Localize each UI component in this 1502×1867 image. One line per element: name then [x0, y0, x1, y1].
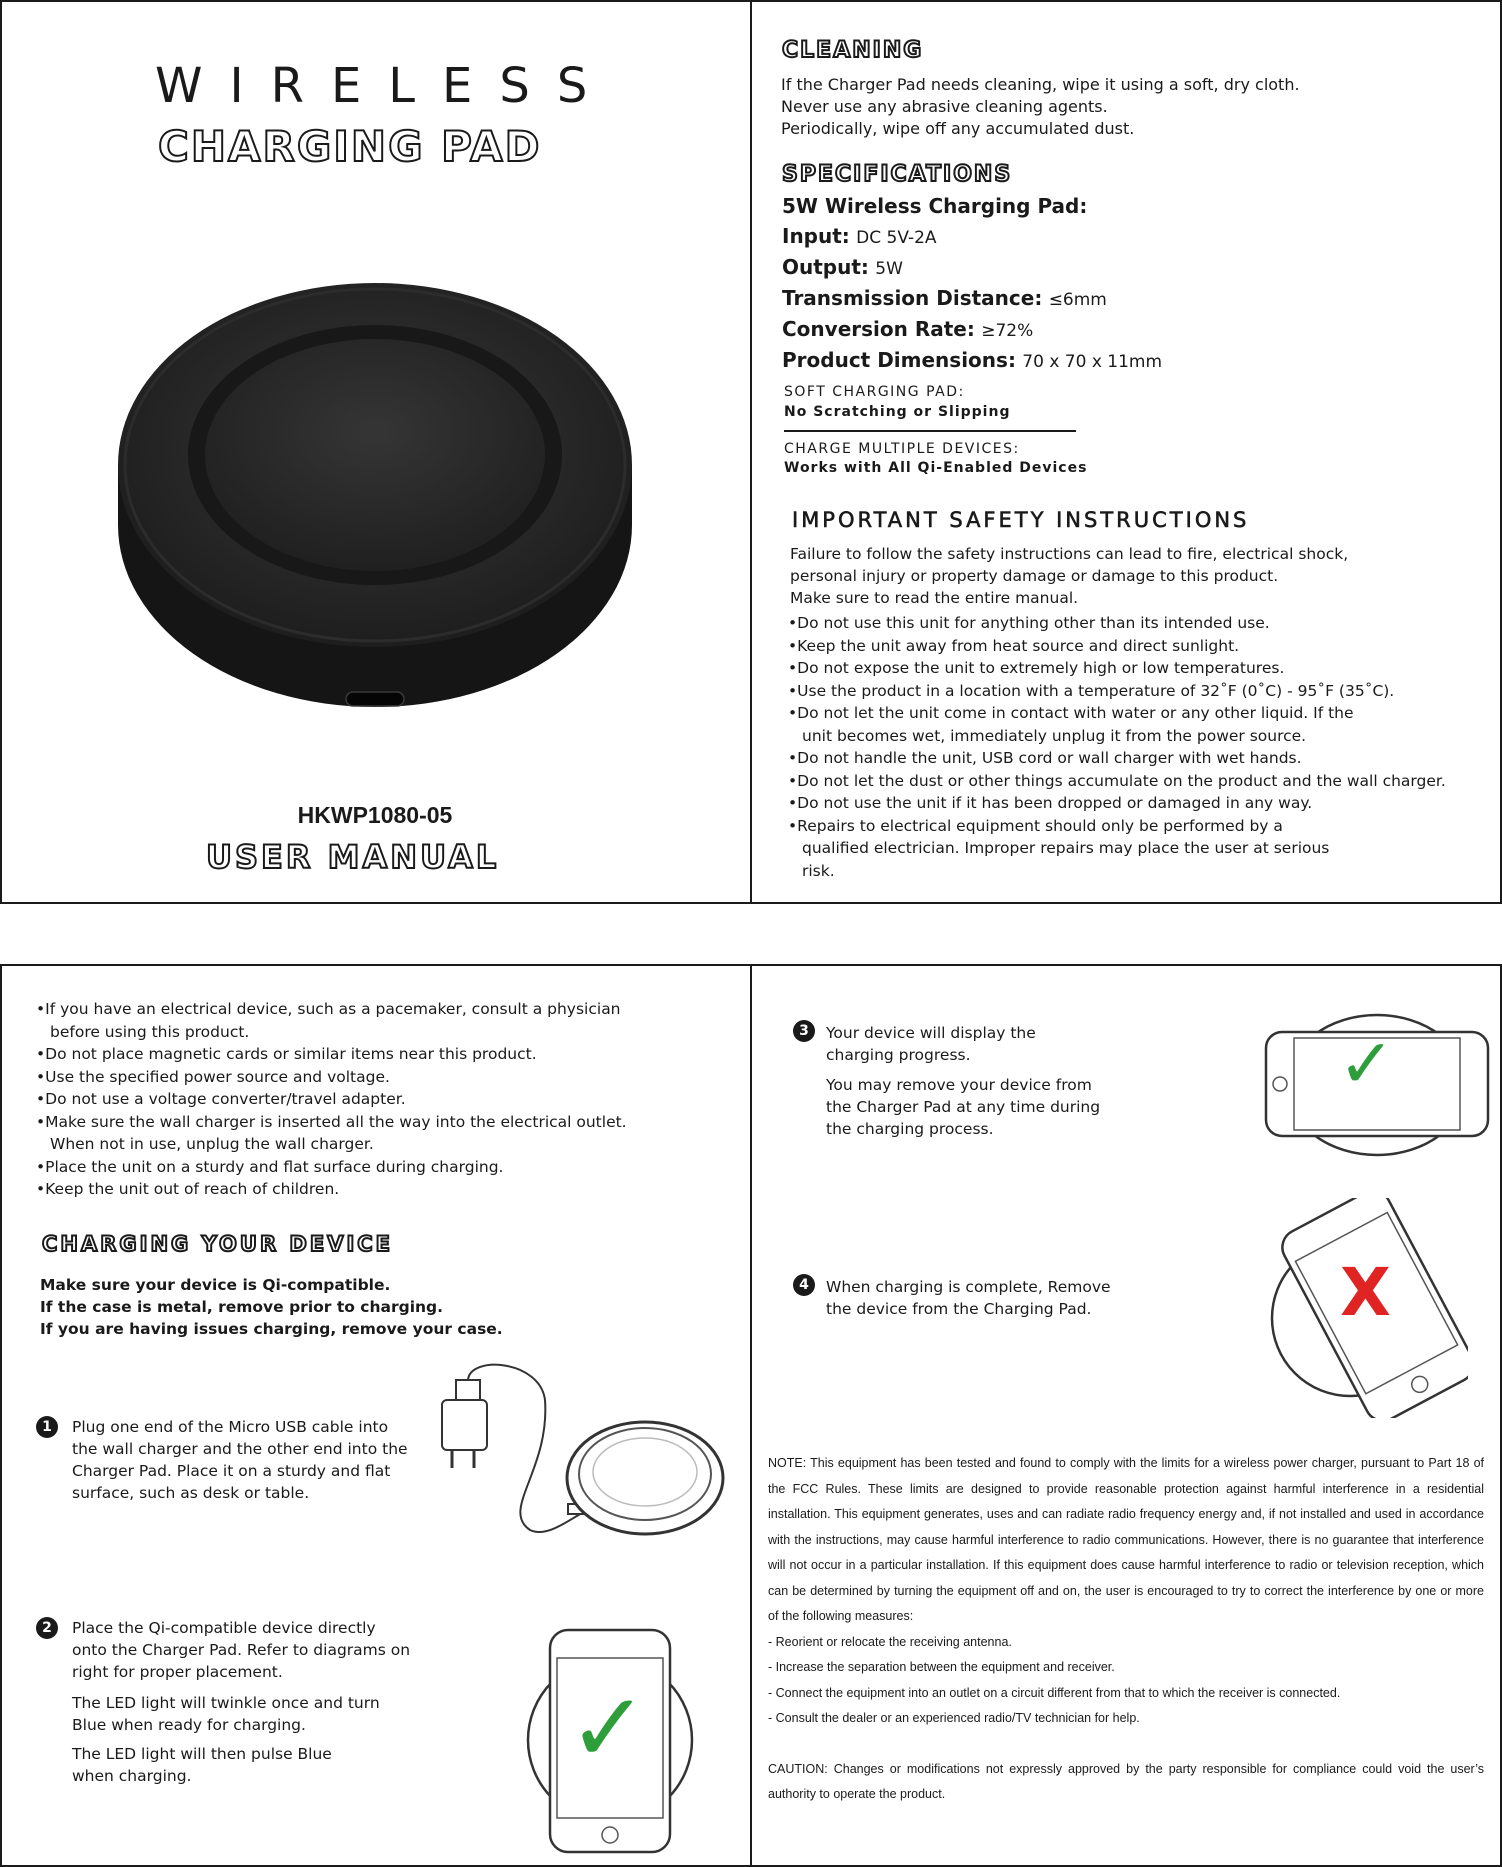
feature-multi-sub: Works with All Qi-Enabled Devices	[784, 460, 1088, 476]
safety-item: • Repairs to electrical equipment should only be performed by a qualified electrician. Improper repairs may place the user at serious risk.	[788, 815, 1342, 883]
fcc-compliance-note	[768, 1451, 1484, 1808]
spec-value: 5W	[875, 259, 903, 279]
charging-intro-line: Make sure your device is Qi-compatible.	[40, 1276, 391, 1294]
cleaning-line: Never use any abrasive cleaning agents.	[781, 97, 1108, 116]
step-3-badge: 3	[793, 1020, 815, 1042]
step-4-badge: 4	[793, 1274, 815, 1296]
fcc-measure: - Increase the separation between the equipment and receiver.	[768, 1660, 1115, 1674]
step-4-text: When charging is complete, Remove the device from the Charging Pad.	[826, 1278, 1111, 1318]
user-manual-label: USER MANUAL	[206, 838, 500, 876]
charging-intro-line: If the case is metal, remove prior to charging.	[40, 1298, 444, 1316]
feature-soft-title: SOFT CHARGING PAD:	[784, 384, 965, 400]
safety-item: • Do not expose the unit to extremely high or low temperatures.	[788, 657, 1478, 680]
safety-item: • Do not place magnetic cards or similar items near this product.	[36, 1043, 656, 1066]
spec-row-input	[782, 222, 1162, 253]
step-2-text: Place the Qi-compatible device directly onto the Charger Pad. Refer to diagrams on right for proper placement.	[72, 1619, 411, 1681]
spec-label: Transmission Distance:	[782, 286, 1043, 310]
charging-intro	[40, 1274, 503, 1340]
cleaning-text	[781, 74, 1461, 140]
charging-intro-line: If you are having issues charging, remove your case.	[40, 1320, 503, 1338]
spec-value: DC 5V-2A	[856, 228, 937, 248]
spec-list	[782, 222, 1162, 377]
safety-item: • Keep the unit away from heat source and direct sunlight.	[788, 635, 1478, 658]
spec-row-dimensions	[782, 346, 1162, 377]
safety-item: • Use the product in a location with a temperature of 32˚F (0˚C) - 95˚F (35˚C).	[788, 680, 1478, 703]
cover-title-line1: WIRELESS	[155, 58, 615, 114]
safety-item: • Do not handle the unit, USB cord or wall charger with wet hands.	[788, 747, 1478, 770]
correct-placement-checkmark: ✓	[568, 1672, 649, 1784]
safety-list-continued	[36, 998, 656, 1201]
safety-item: • Do not let the unit come in contact with water or any other liquid. If the unit becomes wet, immediately unplug it from the power source.	[788, 702, 1362, 747]
safety-heading: IMPORTANT SAFETY INSTRUCTIONS	[792, 508, 1250, 532]
spec-row-output	[782, 253, 1162, 284]
top-fold-line	[750, 0, 752, 904]
fcc-measure: - Connect the equipment into an outlet on a circuit different from that to which the receiver is connected.	[768, 1685, 1341, 1700]
fcc-spacer	[768, 1732, 1484, 1757]
fcc-measure: - Consult the dealer or an experienced radio/TV technician for help.	[768, 1711, 1140, 1725]
safety-intro-line: Failure to follow the safety instructions can lead to fire, electrical shock,	[790, 545, 1349, 563]
fcc-note-paragraph: NOTE: This equipment has been tested and found to comply with the limits for a wireless power charger, pursuant to Part 18 of the FCC Rules. These limits are designed to provide reasonable protection against harmful interference in a residential installation. This equipment generates, uses and can radiate radio frequency energy and, if not installed and used in accordance with the instructions, may cause harmful interference to radio communications. However, there is no guarantee that interference will not occur in a particular installation. If this equipment does cause harmful interference to radio or television reception, which can be determined by turning the equipment off and on, the user is encouraged to try to correct the interference by one or more of the following measures:	[768, 1456, 1484, 1623]
step-3-text: Your device will display the charging progress.	[826, 1024, 1036, 1064]
bottom-fold-line	[750, 964, 752, 1867]
step-2-badge: 2	[36, 1617, 58, 1639]
spec-value: ≥72%	[981, 321, 1034, 341]
charging-progress-checkmark: ✓	[1338, 1025, 1395, 1104]
feature-soft-sub: No Scratching or Slipping	[784, 404, 1011, 420]
cleaning-heading: CLEANING	[782, 38, 924, 63]
safety-item: • Do not let the dust or other things accumulate on the product and the wall charger.	[788, 770, 1478, 793]
charging-heading: CHARGING YOUR DEVICE	[42, 1232, 394, 1256]
safety-intro	[790, 543, 1470, 609]
spec-value: ≤6mm	[1048, 290, 1107, 310]
safety-item: • If you have an electrical device, such as a pacemaker, consult a physician before using this product.	[36, 998, 650, 1043]
cleaning-line: Periodically, wipe off any accumulated dust.	[781, 119, 1135, 138]
spec-subtitle: 5W Wireless Charging Pad:	[782, 194, 1088, 218]
cleaning-line: If the Charger Pad needs cleaning, wipe it using a soft, dry cloth.	[781, 75, 1300, 94]
step-2-note1: The LED light will twinkle once and turn Blue when ready for charging.	[72, 1694, 380, 1734]
spec-label: Conversion Rate:	[782, 317, 975, 341]
safety-item: • Do not use the unit if it has been dropped or damaged in any way.	[788, 792, 1478, 815]
step-3-note: You may remove your device from the Charger Pad at any time during the charging process.	[826, 1076, 1101, 1138]
step-1-badge: 1	[36, 1416, 58, 1438]
spec-value: 70 x 70 x 11mm	[1022, 352, 1163, 372]
feature-divider	[784, 430, 1076, 432]
safety-item: • Place the unit on a sturdy and flat surface during charging.	[36, 1156, 656, 1179]
wall-charger-and-pad-illustration	[430, 1360, 730, 1540]
safety-item: • Do not use a voltage converter/travel adapter.	[36, 1088, 656, 1111]
safety-item: • Make sure the wall charger is inserted all the way into the electrical outlet. When not in use, unplug the wall charger.	[36, 1111, 670, 1156]
safety-intro-line: personal injury or property damage or damage to this product.	[790, 567, 1279, 585]
cover-title-line2: CHARGING PAD	[158, 122, 542, 171]
safety-item: • Use the specified power source and voltage.	[36, 1066, 656, 1089]
specifications-heading: SPECIFICATIONS	[782, 162, 1013, 187]
spec-label: Input:	[782, 224, 850, 248]
model-number: HKWP1080-05	[297, 802, 453, 828]
spec-row-distance	[782, 284, 1162, 315]
spec-label: Product Dimensions:	[782, 348, 1016, 372]
feature-multi-title: CHARGE MULTIPLE DEVICES:	[784, 441, 1020, 457]
safety-item: • Keep the unit out of reach of children.	[36, 1178, 656, 1201]
spec-label: Output:	[782, 255, 869, 279]
spec-row-conversion	[782, 315, 1162, 346]
step-1-text: Plug one end of the Micro USB cable into the wall charger and the other end into the Charger Pad. Place it on a sturdy and flat surface, such as desk or table.	[72, 1418, 408, 1502]
charging-pad-illustration	[90, 250, 660, 710]
remove-device-x-mark: X	[1340, 1254, 1391, 1331]
fcc-measure: - Reorient or relocate the receiving antenna.	[768, 1634, 1012, 1649]
safety-item: • Do not use this unit for anything other than its intended use.	[788, 612, 1478, 635]
fcc-caution: CAUTION: Changes or modifications not expressly approved by the party responsible for compliance could void the user’s authority to operate the product.	[768, 1761, 1484, 1801]
safety-list	[788, 612, 1478, 882]
step-2-note2: The LED light will then pulse Blue when charging.	[72, 1745, 332, 1785]
safety-intro-line: Make sure to read the entire manual.	[790, 589, 1079, 607]
